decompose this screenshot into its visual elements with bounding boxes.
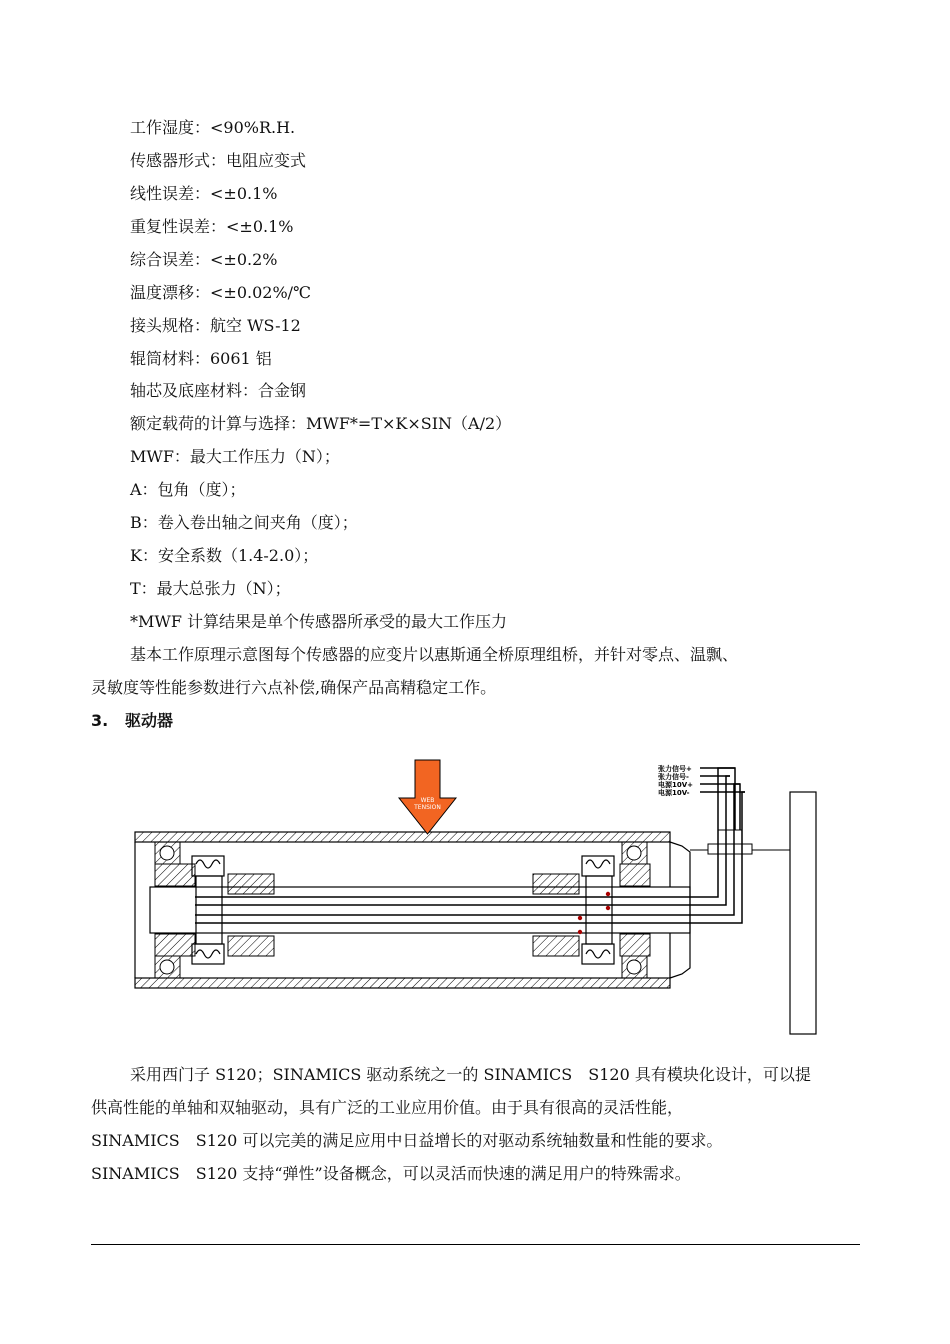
web-tension-arrow-icon — [399, 760, 456, 834]
roller-shell-bottom — [135, 978, 670, 988]
wire-label: 电源10V- — [658, 789, 690, 797]
spec-line: T：最大总张力（N）； — [130, 579, 291, 598]
bearing-right-bottom — [622, 956, 647, 978]
body-line: SINAMICS S120 支持“弹性”设备概念，可以灵活而快速的满足用户的特殊需求。 — [91, 1164, 691, 1183]
spec-line: 接头规格：航空 WS-12 — [130, 316, 301, 335]
body-paragraph — [91, 1058, 861, 1190]
section-heading — [91, 708, 173, 731]
spec-line: A：包角（度）； — [130, 480, 246, 499]
mounting-plate — [790, 792, 816, 1034]
section-number: 3. — [91, 711, 109, 730]
bearing-left-top — [155, 842, 180, 864]
principle-line-2: 灵敏度等性能参数进行六点补偿,确保产品高精稳定工作。 — [91, 678, 497, 697]
roller-shell-top — [135, 832, 670, 842]
spec-line: 线性误差：<±0.1% — [130, 184, 278, 203]
spec-line: 辊筒材料：6061 铝 — [130, 349, 272, 368]
hub-right-top — [533, 874, 579, 894]
spec-line: 轴芯及底座材料：合金钢 — [130, 381, 307, 400]
tension-roller-diagram — [130, 752, 820, 1038]
arrow-label: WEB — [420, 797, 435, 804]
spec-line: *MWF 计算结果是单个传感器所承受的最大工作压力 — [130, 612, 508, 631]
spec-line: 综合误差：<±0.2% — [130, 250, 278, 269]
spec-line: MWF：最大工作压力（N）； — [130, 447, 340, 466]
wire-label: 张力信号+ — [658, 765, 692, 773]
footer-rule — [91, 1244, 860, 1245]
wire-label: 张力信号- — [658, 773, 689, 781]
spec-line: 重复性误差：<±0.1% — [130, 217, 294, 236]
spec-line: B：卷入卷出轴之间夹角（度）； — [130, 513, 358, 532]
spec-line: 额定载荷的计算与选择：MWF*=T×K×SIN（A/2） — [130, 414, 512, 433]
hub-right-bottom — [533, 936, 579, 956]
spec-line: 温度漂移：<±0.02%/℃ — [130, 283, 311, 302]
wire-label: 电源10V+ — [658, 781, 694, 789]
spec-line: K：安全系数（1.4-2.0）； — [130, 546, 319, 565]
hub-left-bottom — [228, 936, 274, 956]
connector — [708, 844, 752, 854]
body-line: 采用西门子 S120；SINAMICS 驱动系统之一的 SINAMICS S120 具有模块化设计，可以提 — [130, 1065, 811, 1084]
principle-line-1: 基本工作原理示意图每个传感器的应变片以惠斯通全桥原理组桥，并针对零点、温飘、 — [130, 645, 739, 664]
bearing-right-top — [622, 842, 647, 864]
hub-left-top — [228, 874, 274, 894]
body-line: 供高性能的单轴和双轴驱动，具有广泛的工业应用价值。由于具有很高的灵活性能， — [91, 1098, 684, 1117]
arrow-label: TENSION — [414, 804, 441, 811]
body-line: SINAMICS S120 可以完美的满足应用中日益增长的对驱动系统轴数量和性能的要求。 — [91, 1131, 723, 1150]
principle-paragraph — [91, 638, 861, 704]
spec-line: 传感器形式：电阻应变式 — [130, 151, 307, 170]
spec-line: 工作湿度：<90%R.H. — [130, 118, 296, 137]
bearing-left-bottom — [155, 956, 180, 978]
section-title: 驱动器 — [125, 711, 174, 730]
